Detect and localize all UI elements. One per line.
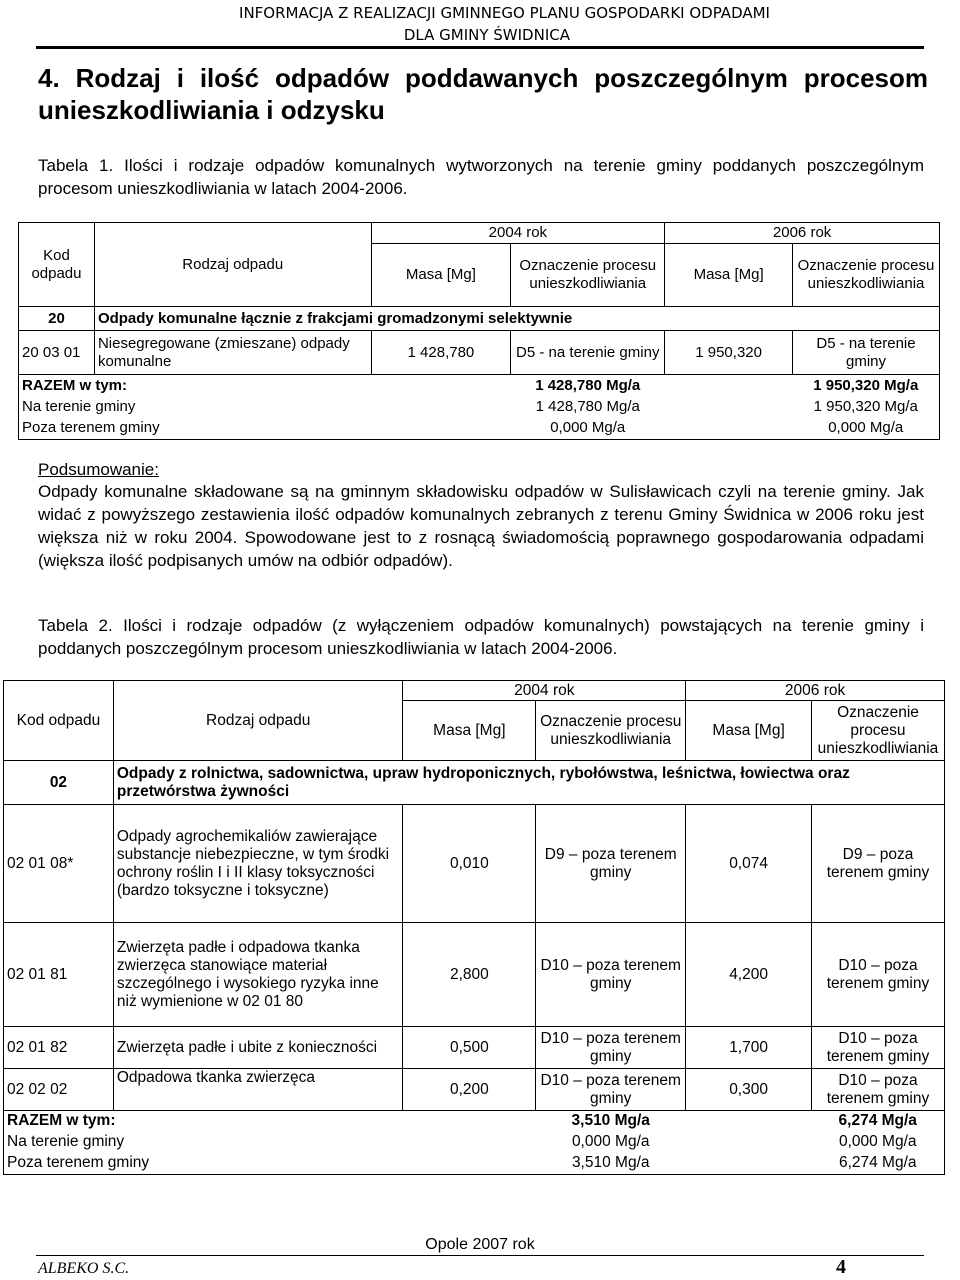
row-kod: 20 03 01 [19,331,95,375]
row-kod: 02 01 81 [4,923,114,1027]
table2-caption: Tabela 2. Ilości i rodzaje odpadów (z wyłączeniem odpadów komunalnych) powstających na terenie gminy i poddanych poszczególnym procesom unieszkodliwiania w latach 2004-2006. [38,616,924,658]
row-ozn-2: D9 – poza terenem gminy [811,805,944,923]
row-masa-2: 0,074 [686,805,812,923]
totals-y2: 1 950,320 Mg/a [793,375,940,397]
year2-header: 2006 rok [665,223,940,244]
table-row [4,805,945,923]
col-rodzaj-header: Rodzaj odpadu [113,681,403,761]
summary-text: Odpady komunalne składowane są na gminnym składowisku odpadów w Sulisławicach czyli na terenie gminy. Jak widać z powyższego zestawienia ilość odpadów komunalnych zebranych z terenu Gminy Świdnica w 2006 roku jest większa niż w roku 2004. Spowodowane jest to z rosnącą świadomością poprawnego gospodarowania odpadami (większa ilość podpisanych umów na odbiór odpadów). [38,482,924,570]
row-kod: 02 02 02 [4,1069,114,1111]
row-masa-1: 1 428,780 [371,331,511,375]
row-ozn-2: D10 – poza terenem gminy [811,1069,944,1111]
out-y1: 0,000 Mg/a [511,418,665,440]
header-line-2: DLA GMINY ŚWIDNICA [403,26,570,44]
row-kod: 02 01 82 [4,1027,114,1069]
in-y2: 0,000 Mg/a [811,1132,944,1153]
row-ozn-1: D5 - na terenie gminy [511,331,665,375]
group-code: 20 [19,307,95,331]
out-label: Poza terenem gminy [19,418,511,440]
group-code: 02 [4,761,114,805]
running-header [0,2,960,46]
group-label: Odpady komunalne łącznie z frakcjami gromadzonymi selektywnie [94,307,939,331]
col-masa-2: Masa [Mg] [665,244,793,307]
in-y1: 0,000 Mg/a [571,1133,650,1150]
totals-label: RAZEM w tym: [4,1111,536,1132]
row-masa-2: 1,700 [686,1027,812,1069]
row-rodzaj: Zwierzęta padłe i ubite z konieczności [113,1027,403,1069]
table-1 [18,222,940,440]
row-rodzaj: Odpady agrochemikaliów zawierające substancje niebezpieczne, w tym środki ochrony roślin I i II klasy toksyczności (bardzo toksyczne i toksyczne) [113,805,403,923]
row-masa-1: 2,800 [403,923,536,1027]
row-kod: 02 01 08* [4,805,114,923]
col-masa-2: Masa [Mg] [686,701,812,761]
row-rodzaj: Odpadowa tkanka zwierzęca [113,1069,403,1111]
year1-header: 2004 rok [371,223,665,244]
row-rodzaj: Zwierzęta padłe i odpadowa tkanka zwierzęca stanowiące materiał szczególnego i wysokiego ryzyka inne niż wymienione w 02 01 80 [113,923,403,1027]
row-ozn-1: D10 – poza terenem gminy [536,923,686,1027]
out-y2: 6,274 Mg/a [811,1153,944,1175]
col-ozn-1: Oznaczenie procesu unieszkodliwiania [536,701,686,761]
group-label: Odpady z rolnictwa, sadownictwa, upraw hydroponicznych, rybołówstwa, leśnictwa, łowiectwa oraz przetwórstwa żywności [113,761,944,805]
col-kod-header: Kod odpadu [19,223,95,307]
row-ozn-2: D10 – poza terenem gminy [811,923,944,1027]
col-kod-header: Kod odpadu [4,681,114,761]
row-rodzaj: Niesegregowane (zmieszane) odpady komunalne [94,331,371,375]
in-y2: 1 950,320 Mg/a [793,397,940,418]
row-ozn-1: D10 – poza terenem gminy [536,1027,686,1069]
footer-company: ALBEKO S.C. [38,1260,130,1277]
header-line-1: INFORMACJA Z REALIZACJI GMINNEGO PLANU GOSPODARKI ODPADAMI [239,4,770,22]
out-y2: 0,000 Mg/a [793,418,940,440]
col-ozn-1: Oznaczenie procesu unieszkodliwiania [511,244,665,307]
table1-caption: Tabela 1. Ilości i rodzaje odpadów komunalnych wytworzonych na terenie gminy poddanych poszczególnym procesom unieszkodliwiania w latach 2004-2006. [38,156,924,198]
table-row [4,1069,945,1111]
row-masa-2: 1 950,320 [665,331,793,375]
header-rule [36,46,924,49]
row-ozn-2: D5 - na terenie gminy [793,331,940,375]
row-masa-1: 0,500 [403,1027,536,1069]
row-ozn-2: D10 – poza terenem gminy [811,1027,944,1069]
row-masa-1: 0,200 [403,1069,536,1111]
in-label: Na terenie gminy [19,397,511,418]
out-y1: 3,510 Mg/a [536,1153,686,1175]
row-masa-1: 0,010 [403,805,536,923]
in-y1: 1 428,780 Mg/a [535,398,640,415]
row-ozn-1: D10 – poza terenem gminy [536,1069,686,1111]
totals-y2: 6,274 Mg/a [811,1111,944,1132]
section-title: 4. Rodzaj i ilość odpadów poddawanych poszczególnym procesom unieszkodliwiania i odzysku [38,63,928,125]
row-masa-2: 4,200 [686,923,812,1027]
totals-y1: 1 428,780 Mg/a [511,375,665,397]
col-rodzaj-header: Rodzaj odpadu [94,223,371,307]
table-row [19,331,940,375]
table-2 [3,680,945,1175]
row-ozn-1: D9 – poza terenem gminy [536,805,686,923]
row-masa-2: 0,300 [686,1069,812,1111]
year1-header: 2004 rok [403,681,686,701]
out-label: Poza terenem gminy [4,1153,536,1175]
col-masa-1: Masa [Mg] [371,244,511,307]
col-masa-1: Masa [Mg] [403,701,536,761]
footer-rule [36,1255,924,1256]
col-ozn-2: Oznaczenie procesu unieszkodliwiania [793,244,940,307]
year2-header: 2006 rok [686,681,945,701]
table-row [4,1027,945,1069]
summary-title: Podsumowanie: [38,460,159,479]
col-ozn-2: Oznaczenie procesu unieszkodliwiania [811,701,944,761]
page-number: 4 [836,1256,846,1278]
in-label: Na terenie gminy [4,1132,536,1153]
totals-y1: 3,510 Mg/a [536,1111,686,1132]
footer-place-date: Opole 2007 rok [425,1236,535,1253]
totals-label: RAZEM w tym: [19,375,511,397]
table-row [4,923,945,1027]
